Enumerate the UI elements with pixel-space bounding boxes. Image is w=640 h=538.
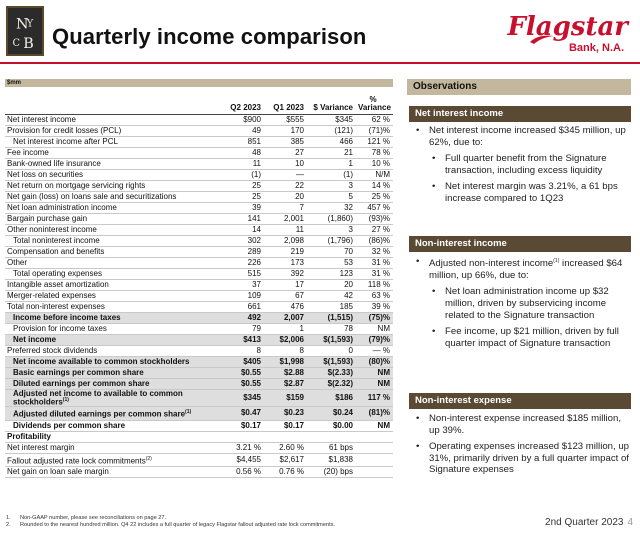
brand-name: Flagstar: [507, 12, 628, 42]
cell-pct-variance: 63 %: [356, 290, 393, 301]
cell-variance: 78: [307, 323, 356, 334]
row-label: [5, 453, 221, 467]
cell-pct-variance: 14 %: [356, 180, 393, 191]
cell-q2: 25: [221, 180, 264, 191]
row-label-text: Total operating expenses: [13, 268, 102, 278]
cell-q1: 8: [264, 345, 307, 356]
row-label-text: Intangible asset amortization: [7, 279, 109, 289]
bullet-item: • Net interest income increased $345 million, up 62%, due to:: [409, 125, 631, 148]
cell-pct-variance: [356, 467, 393, 478]
cell-q1: [264, 431, 307, 442]
cell-q2: 25: [221, 191, 264, 202]
cell-variance: 20: [307, 279, 356, 290]
table-row: [5, 279, 393, 290]
cell-q2: 79: [221, 323, 264, 334]
row-label-text: Merger-related expenses: [7, 290, 96, 300]
bullet-item: [409, 256, 631, 281]
cell-q1: $2.88: [264, 367, 307, 378]
row-label-text: Total non-interest expenses: [7, 301, 105, 311]
cell-pct-variance: (75)%: [356, 312, 393, 323]
pct-variance-label: % Variance: [358, 94, 391, 112]
cell-q2: $900: [221, 114, 264, 125]
table-unit: $mm: [5, 79, 393, 87]
row-label: [5, 147, 221, 158]
table-row: [5, 191, 393, 202]
table-row: [5, 213, 393, 224]
cell-variance: 1: [307, 158, 356, 169]
table-row: [5, 114, 393, 125]
cell-q2: 661: [221, 301, 264, 312]
row-label: [5, 334, 221, 345]
cell-variance: $0.00: [307, 420, 356, 431]
row-label: [5, 345, 221, 356]
cell-q1: 0.76 %: [264, 467, 307, 478]
bullet-text: Adjusted non-interest income: [429, 258, 554, 270]
section-header-non-interest-expense: Non-interest expense: [409, 393, 631, 409]
cell-variance: $(1,593): [307, 334, 356, 345]
row-label: [5, 407, 221, 421]
cell-q1: 219: [264, 246, 307, 257]
sub-bullet-item: • Full quarter benefit from the Signature transaction, including excess liquidity: [409, 153, 631, 176]
cell-pct-variance: NM: [356, 420, 393, 431]
cell-q2: 289: [221, 246, 264, 257]
cell-q2: $0.47: [221, 407, 264, 421]
cell-pct-variance: 27 %: [356, 224, 393, 235]
cell-pct-variance: 10 %: [356, 158, 393, 169]
cell-pct-variance: NM: [356, 367, 393, 378]
cell-pct-variance: 62 %: [356, 114, 393, 125]
row-label: [5, 378, 221, 389]
svg-text:N: N: [16, 16, 29, 33]
row-label: [5, 180, 221, 191]
footnote-number: 2.: [6, 522, 11, 528]
cell-q1: $555: [264, 114, 307, 125]
cell-q2: 226: [221, 257, 264, 268]
table-row: [5, 389, 393, 407]
cell-q1: —: [264, 169, 307, 180]
cell-variance: [307, 431, 356, 442]
cell-q1: 67: [264, 290, 307, 301]
row-label: [5, 213, 221, 224]
cell-variance: 61 bps: [307, 442, 356, 453]
cell-q2: 37: [221, 279, 264, 290]
cell-q1: 10: [264, 158, 307, 169]
cell-q1: $2,006: [264, 334, 307, 345]
sub-bullet-item: • Fee income, up $21 million, driven by full quarter impact of Signature transaction: [409, 326, 631, 349]
cell-q1: 7: [264, 202, 307, 213]
row-label: [5, 323, 221, 334]
row-label-text: Compensation and benefits: [7, 246, 105, 256]
cell-pct-variance: — %: [356, 345, 393, 356]
table-row: [5, 407, 393, 421]
table-row: [5, 378, 393, 389]
cell-q1: 11: [264, 224, 307, 235]
footnote-text: Non-GAAP number, please see reconciliations on page 27.: [20, 515, 167, 521]
row-label: [5, 169, 221, 180]
cell-variance: $(2.33): [307, 367, 356, 378]
cell-q1: 22: [264, 180, 307, 191]
row-label: [5, 246, 221, 257]
cell-q1: 27: [264, 147, 307, 158]
cell-q1: 20: [264, 191, 307, 202]
nycb-logo: [6, 6, 44, 56]
cell-q2: $345: [221, 389, 264, 407]
row-label-text: Other: [7, 257, 28, 267]
cell-pct-variance: NM: [356, 378, 393, 389]
cell-pct-variance: [356, 431, 393, 442]
cell-q2: 302: [221, 235, 264, 246]
cell-q2: 492: [221, 312, 264, 323]
cell-q2: $0.55: [221, 378, 264, 389]
row-label: [5, 431, 221, 442]
cell-q2: 0.56 %: [221, 467, 264, 478]
cell-variance: 70: [307, 246, 356, 257]
page-title: Quarterly income comparison: [52, 24, 367, 49]
row-label: [5, 356, 221, 367]
svg-text:B: B: [23, 36, 34, 52]
row-label: [5, 257, 221, 268]
footnote-2: [6, 522, 335, 529]
cell-variance: 42: [307, 290, 356, 301]
cell-q1: 392: [264, 268, 307, 279]
cell-pct-variance: 31 %: [356, 257, 393, 268]
cell-variance: 3: [307, 180, 356, 191]
cell-q1: 1: [264, 323, 307, 334]
row-label-text: Net interest margin: [7, 442, 75, 452]
row-label: [5, 389, 221, 407]
header-divider: [0, 62, 640, 64]
row-label-text: Other noninterest income: [7, 224, 97, 234]
cell-q2: (1): [221, 169, 264, 180]
row-label-text: Fallout adjusted rate lock commitments: [7, 456, 146, 466]
cell-pct-variance: (81)%: [356, 407, 393, 421]
cell-q2: 3.21 %: [221, 442, 264, 453]
cell-variance: 3: [307, 224, 356, 235]
cell-q1: 173: [264, 257, 307, 268]
table-row: [5, 257, 393, 268]
row-label-text: Income before income taxes: [13, 312, 121, 322]
column-header-q2: Q2 2023: [221, 87, 264, 114]
income-table: [5, 79, 393, 478]
row-label-text: Net gain on loan sale margin: [7, 467, 109, 477]
table-row: [5, 367, 393, 378]
column-header-variance: $ Variance: [307, 87, 356, 114]
row-label: [5, 301, 221, 312]
section-body-net-interest-income: [409, 125, 631, 210]
row-label: [5, 312, 221, 323]
cell-pct-variance: 457 %: [356, 202, 393, 213]
table-row: [5, 224, 393, 235]
row-label: [5, 442, 221, 453]
row-label: [5, 136, 221, 147]
cell-q2: 8: [221, 345, 264, 356]
cell-q2: 515: [221, 268, 264, 279]
table-row: [5, 467, 393, 478]
cell-q2: [221, 431, 264, 442]
cell-q1: $0.17: [264, 420, 307, 431]
cell-pct-variance: [356, 453, 393, 467]
column-header-pct-variance: [356, 87, 393, 114]
cell-q1: 2,007: [264, 312, 307, 323]
page-number: 4: [627, 517, 633, 528]
cell-variance: 5: [307, 191, 356, 202]
cell-q2: 851: [221, 136, 264, 147]
table-row: [5, 431, 393, 442]
row-label-text: Provision for income taxes: [13, 323, 107, 333]
table-row: [5, 420, 393, 431]
table-header-row: [5, 87, 393, 114]
cell-pct-variance: N/M: [356, 169, 393, 180]
table-row: [5, 147, 393, 158]
cell-variance: (20) bps: [307, 467, 356, 478]
row-label-text: Profitability: [7, 431, 52, 441]
row-label-text: Dividends per common share: [13, 420, 126, 430]
row-label-text: Net income available to common stockholders: [13, 356, 190, 366]
cell-q2: 48: [221, 147, 264, 158]
cell-pct-variance: 118 %: [356, 279, 393, 290]
row-label: [5, 279, 221, 290]
row-label-text: Net income: [13, 334, 57, 344]
cell-q2: $4,455: [221, 453, 264, 467]
cell-q1: 385: [264, 136, 307, 147]
svg-text:C: C: [12, 38, 21, 50]
section-header-net-interest-income: Net interest income: [409, 106, 631, 122]
table-row: [5, 312, 393, 323]
table-row: [5, 323, 393, 334]
cell-variance: (121): [307, 125, 356, 136]
row-label: [5, 268, 221, 279]
footnote-marker: (1): [553, 258, 560, 264]
row-label: [5, 367, 221, 378]
cell-pct-variance: 78 %: [356, 147, 393, 158]
cell-variance: $345: [307, 114, 356, 125]
bullet-text-continued: increased $64 million, up 66%, due to:: [429, 258, 623, 281]
table-row: [5, 158, 393, 169]
table-row: [5, 268, 393, 279]
row-label: [5, 202, 221, 213]
row-label: [5, 158, 221, 169]
row-label-text: Bargain purchase gain: [7, 213, 88, 223]
row-label-text: Adjusted diluted earnings per common share: [13, 409, 186, 419]
cell-variance: 32: [307, 202, 356, 213]
footer-meta: [545, 517, 633, 528]
cell-q1: $2,617: [264, 453, 307, 467]
table-row: [5, 442, 393, 453]
cell-pct-variance: (86)%: [356, 235, 393, 246]
row-label-text: Net loan administration income: [7, 202, 117, 212]
cell-q1: 2,098: [264, 235, 307, 246]
column-header-label: [5, 87, 221, 114]
row-label-text: Preferred stock dividends: [7, 345, 98, 355]
row-label-text: Basic earnings per common share: [13, 367, 144, 377]
cell-q1: $2.87: [264, 378, 307, 389]
cell-variance: $(1,593): [307, 356, 356, 367]
footnote-text: Rounded to the nearest hundred million. Q4 22 includes a full quarter of legacy Flagstar fallout adjusted rate lock commitments.: [20, 522, 335, 528]
table-row: [5, 202, 393, 213]
cell-pct-variance: [356, 442, 393, 453]
cell-variance: $1,838: [307, 453, 356, 467]
cell-pct-variance: (93)%: [356, 213, 393, 224]
cell-q1: $159: [264, 389, 307, 407]
row-label-text: Provision for credit losses (PCL): [7, 125, 122, 135]
cell-q2: $413: [221, 334, 264, 345]
footnote-1: [6, 515, 335, 522]
row-label: [5, 125, 221, 136]
cell-variance: (1,860): [307, 213, 356, 224]
cell-q2: 49: [221, 125, 264, 136]
table-row: [5, 290, 393, 301]
cell-variance: $0.24: [307, 407, 356, 421]
cell-pct-variance: 32 %: [356, 246, 393, 257]
table-row: [5, 246, 393, 257]
table-row: [5, 453, 393, 467]
cell-variance: 466: [307, 136, 356, 147]
section-body-non-interest-expense: [409, 413, 631, 481]
row-label: [5, 114, 221, 125]
footnote-number: 1.: [6, 515, 11, 521]
row-label-text: Fee income: [7, 147, 49, 157]
bullet-list: [409, 256, 631, 349]
cell-q2: $405: [221, 356, 264, 367]
cell-variance: $(2.32): [307, 378, 356, 389]
row-label-text: Diluted earnings per common share: [13, 378, 150, 388]
cell-variance: (1,515): [307, 312, 356, 323]
cell-variance: (1): [307, 169, 356, 180]
table-row: [5, 136, 393, 147]
observations-header: Observations: [407, 79, 631, 95]
table-row: [5, 169, 393, 180]
bullet-item: • Non-interest expense increased $185 million, up 39%.: [409, 413, 631, 436]
cell-q1: $0.23: [264, 407, 307, 421]
footer-quarter: 2nd Quarter 2023: [545, 517, 624, 528]
cell-pct-variance: 117 %: [356, 389, 393, 407]
row-label: [5, 467, 221, 478]
cell-pct-variance: 39 %: [356, 301, 393, 312]
row-label-text: Net return on mortgage servicing rights: [7, 180, 146, 190]
table-row: [5, 345, 393, 356]
sub-bullet-item: • Net interest margin was 3.21%, a 61 bps increase compared to 1Q23: [409, 181, 631, 204]
cell-q2: 109: [221, 290, 264, 301]
bullet-list: [409, 413, 631, 476]
svg-text:Y: Y: [26, 18, 34, 30]
column-header-q1: Q1 2023: [264, 87, 307, 114]
table-row: [5, 356, 393, 367]
cell-q2: 14: [221, 224, 264, 235]
table-row: [5, 125, 393, 136]
row-label: [5, 235, 221, 246]
cell-q2: 39: [221, 202, 264, 213]
row-label-text: Net gain (loss) on loans sale and securitizations: [7, 191, 177, 201]
table-row: [5, 235, 393, 246]
cell-q1: $1,998: [264, 356, 307, 367]
row-label-text: Net loss on securities: [7, 169, 84, 179]
cell-variance: 0: [307, 345, 356, 356]
footnotes: [6, 515, 335, 529]
cell-pct-variance: (79)%: [356, 334, 393, 345]
cell-pct-variance: 25 %: [356, 191, 393, 202]
cell-variance: 185: [307, 301, 356, 312]
cell-q2: $0.17: [221, 420, 264, 431]
table-row: [5, 301, 393, 312]
cell-pct-variance: NM: [356, 323, 393, 334]
table-row: [5, 180, 393, 191]
cell-variance: 21: [307, 147, 356, 158]
section-body-non-interest-income: [409, 256, 631, 354]
cell-q2: 11: [221, 158, 264, 169]
brand-sub: Bank, N.A.: [568, 42, 624, 54]
cell-variance: (1,796): [307, 235, 356, 246]
cell-variance: 53: [307, 257, 356, 268]
row-label: [5, 290, 221, 301]
cell-pct-variance: 121 %: [356, 136, 393, 147]
footnote-marker: (1): [185, 409, 192, 416]
row-label-text: Adjusted net income to available to common stockholders: [13, 389, 183, 407]
cell-q2: 141: [221, 213, 264, 224]
cell-pct-variance: (71)%: [356, 125, 393, 136]
row-label-text: Net interest income after PCL: [13, 136, 118, 146]
section-header-non-interest-income: Non-interest income: [409, 236, 631, 252]
row-label-text: Total noninterest income: [13, 235, 100, 245]
footnote-marker: (1): [62, 397, 69, 403]
cell-pct-variance: (80)%: [356, 356, 393, 367]
cell-q1: 476: [264, 301, 307, 312]
row-label: [5, 191, 221, 202]
table-row: [5, 334, 393, 345]
flagstar-logo: [507, 8, 632, 64]
cell-q1: 170: [264, 125, 307, 136]
row-label: [5, 420, 221, 431]
table-body: [5, 114, 393, 478]
cell-pct-variance: 31 %: [356, 268, 393, 279]
row-label-text: Net interest income: [7, 114, 76, 124]
cell-variance: $186: [307, 389, 356, 407]
cell-q2: $0.55: [221, 367, 264, 378]
footnote-marker: (2): [145, 455, 152, 462]
bullet-item: • Operating expenses increased $123 million, up 31%, primarily driven by a full quarter impact of Signature expenses: [409, 441, 631, 476]
bullet-list: [409, 125, 631, 205]
row-label: [5, 224, 221, 235]
cell-q1: 2.60 %: [264, 442, 307, 453]
row-label-text: Bank-owned life insurance: [7, 158, 101, 168]
cell-q1: 2,001: [264, 213, 307, 224]
cell-variance: 123: [307, 268, 356, 279]
cell-q1: 17: [264, 279, 307, 290]
sub-bullet-item: • Net loan administration income up $32 million, driven by subservicing income related to the Signature transaction: [409, 286, 631, 321]
